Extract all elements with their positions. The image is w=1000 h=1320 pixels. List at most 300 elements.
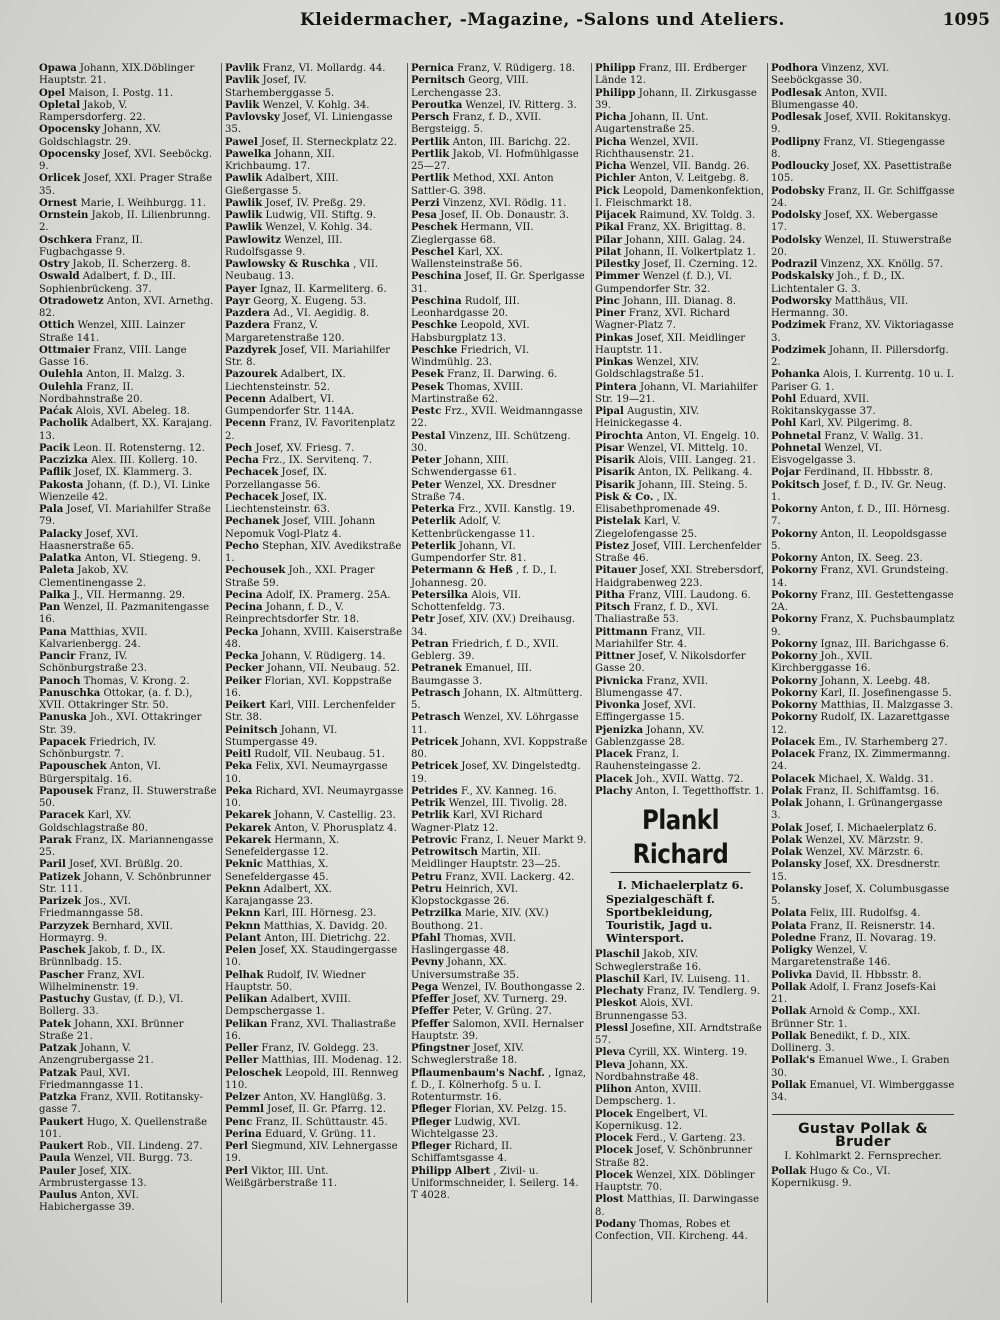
entry-name: Pana: [39, 626, 67, 638]
entry-address: Joh., XVII. Kirchberggasse 16.: [771, 651, 873, 675]
entry-name: Podlesak: [771, 112, 822, 123]
directory-entry: [595, 88, 764, 113]
entry-name: Petrovic: [411, 834, 458, 846]
directory-entry: [771, 504, 955, 529]
directory-entry: [39, 786, 217, 811]
entry-address: Eduard, XVII. Rokitanskygasse 37.: [771, 393, 876, 417]
directory-entry: [771, 908, 955, 920]
entry-address: Alois, VIII. Langeg. 21.: [638, 455, 756, 466]
entry-name: Polak: [771, 847, 803, 858]
directory-entry: [771, 345, 955, 370]
entry-address: Anton, XVII. Blumengasse 40.: [771, 87, 888, 111]
directory-entry: [595, 382, 764, 407]
advertisement-plankl: [598, 804, 763, 945]
directory-entry: [225, 222, 404, 234]
directory-entry: [225, 627, 404, 652]
entry-name: Plost: [595, 1194, 624, 1206]
entry-address: Raimund, XV. Toldg. 3.: [639, 210, 756, 221]
entry-address: Josef, VIII. Johann Nepomuk Vogl-Platz 4.: [225, 516, 376, 540]
entry-address: Ferdinand, II. Hbbsstr. 8.: [803, 467, 933, 479]
entry-address: Thomas, XVIII. Martinstraße 62.: [411, 381, 524, 405]
entry-address: Heinrich, XVI. Klopstockgasse 26.: [411, 883, 519, 907]
entry-name: Patzka: [39, 1092, 77, 1103]
entry-address: Rudolf, IX. Lazarettgasse 12.: [771, 712, 950, 736]
directory-entry: [771, 529, 955, 554]
directory-entry: [39, 590, 217, 602]
directory-entry: [39, 1166, 217, 1191]
entry-address: Emanuel Wwe., I. Graben 30.: [771, 1055, 950, 1079]
directory-entry: [771, 1055, 955, 1080]
entry-address: Viktor, III. Unt. Weißgärberstraße 11.: [225, 1165, 338, 1189]
entry-address: Franz, III. Erdberger Lände 12.: [595, 63, 747, 87]
entry-address: Johann, II. Pillersdorfg. 2.: [771, 344, 949, 368]
entry-address: Josef, XVI. Effingergasse 15.: [595, 700, 696, 724]
entry-address: Franz, II. Gr. Schiffgasse 24.: [771, 185, 955, 209]
entry-address: Johann, XV. Goldschlagstr. 29.: [39, 124, 162, 148]
entry-name: Peter: [411, 479, 442, 491]
entry-address: Alois, I. Kurrentg. 10 u. I. Pariser G. 1.: [771, 369, 954, 393]
entry-name: Pohnetal: [771, 430, 822, 442]
entry-name: Pilar: [595, 234, 623, 246]
entry-name: Poligky: [771, 945, 813, 956]
entry-address: Franz, II. Stuwerstraße 50.: [39, 785, 217, 809]
entry-address: Johann, III. Steing. 5.: [638, 479, 748, 491]
entry-address: Frz., IX. Servitenq. 7.: [261, 455, 373, 466]
entry-name: Petrasch: [411, 712, 461, 724]
directory-entry: [411, 112, 588, 137]
entry-address: Josef, II. Gr. Pfarrg. 12.: [267, 1104, 386, 1116]
entry-address: Friedrich, f. D., XVII. Geblerg. 39.: [411, 638, 559, 662]
entry-name: Polivka: [771, 969, 813, 981]
directory-entry: [39, 627, 217, 652]
entry-name: Peter: [411, 455, 442, 466]
directory-entry: [771, 259, 955, 271]
entry-address: Wenzel, XIII. Lainzer Straße 141.: [39, 320, 185, 344]
entry-name: Papacek: [39, 736, 87, 748]
directory-entry: [225, 455, 404, 467]
entry-name: Pittmann: [595, 626, 648, 638]
entry-name: Pazourek: [225, 369, 278, 381]
entry-name: Picha: [595, 112, 627, 123]
entry-name: Pfingstner: [411, 1043, 470, 1054]
directory-entry: [39, 712, 217, 737]
directory-entry: [595, 590, 764, 602]
entry-name: Paczizka: [39, 455, 88, 466]
entry-address: Johann, II. Volkertplatz 1.: [624, 246, 756, 258]
entry-name: Pecha: [225, 455, 259, 466]
entry-name: Plihon: [595, 1084, 632, 1095]
entry-name: Placek: [595, 749, 633, 760]
directory-entry: [595, 1023, 764, 1048]
directory-entry: [411, 712, 588, 737]
directory-entry: [411, 271, 588, 296]
entry-address: Karl, VIII. Lerchenfelder Str. 38.: [225, 700, 396, 724]
entry-name: Pollak's: [771, 1055, 816, 1067]
directory-entry: [771, 847, 955, 859]
ad-address: I. Kohlmarkt 2. Fernsprecher.: [784, 1149, 942, 1162]
directory-entry: [595, 235, 764, 247]
entry-name: Polak: [771, 785, 803, 797]
directory-entry: [771, 1006, 955, 1031]
entry-address: Karl, III. Hörnesg. 23.: [263, 908, 377, 920]
entry-address: Karl, V. Ziegelofengasse 25.: [595, 516, 698, 540]
entry-name: Pfeffer: [411, 1018, 450, 1030]
entry-address: Josef, X. Columbusgasse 5.: [771, 883, 950, 907]
directory-entry: [771, 235, 955, 260]
directory-entry: [411, 884, 588, 909]
entry-name: Petersilka: [411, 589, 469, 601]
entry-address: Ferd., V. Garteng. 23.: [635, 1133, 746, 1144]
entry-name: Paula: [39, 1153, 71, 1165]
entry-name: Penc: [225, 1116, 253, 1128]
entry-address: Arnold & Comp., XXI. Brünner Str. 1.: [771, 1006, 921, 1030]
entry-name: Pilat: [595, 246, 622, 258]
entry-address: Anton, VI. Bürgerspitalg. 16.: [39, 761, 162, 785]
directory-entry: [411, 369, 588, 381]
entry-name: Pitsch: [595, 602, 631, 613]
entry-name: Pisar: [595, 442, 624, 454]
entry-name: Pfeffer: [411, 994, 450, 1005]
directory-entry: [771, 443, 955, 468]
directory-entry: [595, 467, 764, 479]
entry-name: Patzak: [39, 1043, 77, 1054]
directory-entry: [595, 1084, 764, 1109]
column-1: [36, 63, 220, 1303]
directory-entry: [225, 516, 404, 541]
entry-address: Franz, XVI. Richard Wagner-Platz 7.: [595, 308, 730, 332]
directory-entry: [595, 651, 764, 676]
entry-address: Franz, II. Schüttaustr. 45.: [255, 1116, 388, 1128]
directory-entry: [771, 798, 955, 823]
entry-name: Plechaty: [595, 986, 644, 997]
entry-address: Franz, XVII. Lackerg. 42.: [445, 871, 575, 883]
entry-name: Pan: [39, 602, 61, 613]
entry-name: Pisarik: [595, 479, 635, 491]
entry-address: Anton, I. Tegetthoffstr. 1.: [635, 785, 765, 797]
entry-name: Panuska: [39, 712, 87, 724]
entry-address: Johann, XX. Nordbahnstraße 48.: [595, 1059, 699, 1083]
directory-entry: [225, 884, 404, 909]
entry-name: Pauler: [39, 1165, 76, 1177]
entry-address: Vinzenz, XVI. Seeböckgasse 30.: [771, 63, 890, 87]
entry-address: Alois, XVI. Brunnengasse 53.: [595, 998, 694, 1022]
entry-name: Panoch: [39, 675, 81, 687]
directory-entry: [595, 173, 764, 185]
directory-entry: [771, 786, 955, 798]
directory-entry: [411, 100, 588, 112]
entry-address: Karl, II. Josefinengasse 5.: [820, 687, 952, 699]
entry-address: Josef, II. Ob. Donaustr. 3.: [440, 210, 569, 221]
entry-name: Pinkas: [595, 332, 633, 344]
entry-address: Wenzel, XV. Löhrgasse 11.: [411, 712, 579, 736]
directory-entry: [39, 688, 217, 713]
entry-address: Franz, I. Neuer Markt 9.: [460, 834, 587, 846]
directory-entry: [225, 173, 404, 198]
directory-entry: [411, 247, 588, 272]
entry-address: Alois, VII. Schottenfeldg. 73.: [411, 589, 522, 613]
entry-name: Pohanka: [771, 369, 820, 381]
entry-name: Pakosta: [39, 479, 84, 491]
entry-name: Pernica: [411, 63, 454, 74]
entry-name: Pokorny: [771, 712, 818, 724]
entry-name: Ottich: [39, 320, 75, 332]
page-number: 1095: [942, 10, 990, 30]
entry-name: Pekarek: [225, 810, 272, 822]
entry-address: Felix, XVI. Neumayrgasse 10.: [225, 761, 388, 785]
directory-entry: [411, 847, 588, 872]
running-head: Kleidermacher, -Magazine, -Salons und Ateliers.: [300, 10, 785, 30]
directory-entry: [771, 688, 955, 700]
entry-name: Pekarek: [225, 822, 272, 834]
directory-entry: [771, 565, 955, 590]
directory-entry: [771, 296, 955, 321]
directory-entry: [225, 1166, 404, 1191]
entry-name: Pleva: [595, 1059, 626, 1071]
entry-address: Georg, X. Eugeng. 53.: [253, 295, 367, 307]
directory-entry: [771, 210, 955, 235]
entry-name: Pechacek: [225, 467, 279, 479]
entry-address: Josef, XVI. Brüßlg. 20.: [69, 859, 183, 871]
directory-entry: [39, 198, 217, 210]
directory-entry: [411, 872, 588, 884]
directory-entry: [595, 247, 764, 259]
entry-name: Pechanek: [225, 516, 280, 528]
directory-entry: [595, 1170, 764, 1195]
directory-entry: [771, 1080, 955, 1105]
directory-entry: [595, 1060, 764, 1085]
entry-address: Adolf, V. Kettenbrückengasse 11.: [411, 516, 535, 540]
directory-entry: [39, 1117, 217, 1142]
entry-name: Pesek: [411, 369, 444, 381]
entry-address: Karl, XV. Pilgerimg. 8.: [799, 418, 913, 430]
entry-address: Adalbert, XX. Karajangasse 23.: [225, 883, 332, 907]
directory-entry: [225, 137, 404, 149]
entry-address: Adalbert, XIII. Gießergasse 5.: [225, 173, 339, 197]
entry-name: Philipp: [595, 63, 636, 74]
entry-name: Picha: [595, 161, 627, 172]
entry-name: Pipal: [595, 406, 624, 417]
directory-entry: [225, 945, 404, 970]
directory-entry: [771, 271, 955, 296]
entry-address: Anton, XVIII. Dempscherg. 1.: [595, 1084, 702, 1108]
directory-entry: [39, 859, 217, 871]
entry-name: Papouschek: [39, 761, 107, 773]
entry-address: Franz, X. Puchsbaumplatz 9.: [771, 614, 955, 638]
directory-entry: [39, 1019, 217, 1044]
entry-name: Petran: [411, 638, 449, 650]
entry-name: Peknn: [225, 920, 261, 932]
entry-address: Hermann, X. Senefeldergasse 12.: [225, 834, 340, 858]
entry-name: Piner: [595, 308, 626, 319]
directory-entry: [39, 835, 217, 860]
entry-name: Podrazil: [771, 259, 818, 270]
entry-address: Marie, XIV. (XV.) Bouthong. 21.: [411, 908, 549, 932]
entry-address: Leopold, Damenkonfektion, I. Fleischmarkt 18.: [595, 185, 764, 209]
directory-entry: [411, 198, 588, 210]
entry-name: Peinitsch: [225, 724, 278, 736]
entry-address: , f. D., I. Johannesg. 20.: [411, 565, 557, 589]
entry-name: Peschina: [411, 295, 462, 307]
entry-address: Franz, II. Novarag. 19.: [819, 932, 937, 944]
entry-name: Pecka: [225, 651, 259, 662]
directory-entry: [771, 112, 955, 137]
directory-entry: [225, 663, 404, 675]
entry-name: Polata: [771, 920, 807, 932]
entry-name: Petru: [411, 871, 443, 883]
entry-name: Pistelak: [595, 516, 641, 528]
directory-entry: [595, 112, 764, 137]
directory-entry: [595, 974, 764, 986]
entry-address: Franz, II. Darwing. 6.: [447, 369, 558, 381]
entry-name: Pawlik: [225, 173, 263, 185]
directory-entry: [771, 933, 955, 945]
entry-address: Richard, II. Schiffamtsgasse 4.: [411, 1141, 513, 1165]
entry-name: Plocek: [595, 1108, 633, 1120]
directory-entry: [39, 345, 217, 370]
directory-entry: [39, 651, 217, 676]
entry-name: Plocek: [595, 1133, 633, 1144]
entry-name: Pascher: [39, 969, 84, 981]
entry-address: Wenzel, VII. Burgg. 73.: [73, 1153, 193, 1165]
directory-entry: [595, 210, 764, 222]
entry-address: Wenzel, XVII. Richthausenstr. 21.: [595, 136, 699, 160]
ad-title: Plankl Richard: [610, 804, 750, 873]
entry-address: Franz, IV. Tendlerg. 9.: [646, 986, 761, 997]
entry-address: Karl, IV. Luiseng. 11.: [643, 973, 751, 985]
entry-address: Rudolf, III. Leonhardgasse 20.: [411, 295, 520, 319]
entry-name: Podzimek: [771, 320, 826, 332]
directory-entry: [39, 235, 217, 260]
entry-name: Podlipny: [771, 136, 821, 148]
entry-address: Augustin, XIV. Heinickegasse 4.: [595, 406, 700, 430]
entry-address: Anton, f. D., III. Hörnesg. 7.: [771, 504, 950, 528]
entry-address: Vinzenz, III. Schützeng. 30.: [411, 430, 571, 454]
directory-entry: [39, 565, 217, 590]
entry-address: Franz, XVI. Wilhelminenstr. 19.: [39, 969, 145, 993]
entry-address: F., XV. Kanneg. 16.: [460, 785, 557, 797]
entry-name: Pekarek: [225, 834, 272, 846]
directory-entry: [411, 639, 588, 664]
directory-entry: [39, 810, 217, 835]
directory-entry: [771, 676, 955, 688]
entry-name: Pfleger: [411, 1141, 452, 1152]
entry-address: Matthias, XVII. Kalvarienbergg. 24.: [39, 626, 148, 650]
directory-entry: [771, 553, 955, 565]
entry-name: Pesa: [411, 210, 437, 221]
entry-address: Bernhard, XVII. Hormayrg. 9.: [39, 920, 173, 944]
directory-entry: [39, 149, 217, 174]
entry-address: Josef, V. Schönbrunner Straße 82.: [595, 1145, 753, 1169]
directory-entry: [411, 173, 588, 198]
directory-entry: [411, 982, 588, 994]
entry-name: Podzimek: [771, 344, 826, 356]
directory-entry: [39, 504, 217, 529]
directory-entry: [771, 186, 955, 211]
entry-name: Plachy: [595, 785, 633, 797]
entry-address: Anton, XVI. Arnethg. 82.: [39, 295, 214, 319]
directory-entry: [411, 798, 588, 810]
entry-address: Rob., VII. Lindeng. 27.: [86, 1141, 203, 1152]
entry-name: Paulus: [39, 1190, 78, 1201]
directory-entry: [771, 639, 955, 651]
entry-address: Franz, III. Gestettengasse 2A.: [771, 589, 954, 613]
directory-entry: [411, 1104, 588, 1116]
directory-entry: [411, 320, 588, 345]
directory-entry: [39, 418, 217, 443]
directory-entry: [595, 161, 764, 173]
entry-name: Ottmaier: [39, 344, 90, 356]
directory-entry: [225, 492, 404, 517]
entry-address: Josef, II. Sterneckplatz 22.: [261, 136, 397, 148]
directory-entry: [225, 676, 404, 701]
directory-entry: [225, 443, 404, 455]
directory-entry: [39, 271, 217, 296]
entry-name: Paukert: [39, 1141, 84, 1152]
directory-entry: [411, 1141, 588, 1166]
entry-address: Franz, VIII. Lange Gasse 16.: [39, 344, 187, 368]
entry-name: Peschel: [411, 246, 455, 258]
entry-address: Anton, V. Phorusplatz 4.: [274, 822, 397, 834]
entry-address: David, II. Hbbsstr. 8.: [815, 969, 922, 981]
entry-address: Anton, IX. Seeg. 23.: [820, 553, 923, 564]
directory-entry: [595, 1133, 764, 1145]
directory-entry: [411, 908, 588, 933]
directory-entry: [225, 994, 404, 1019]
directory-entry: [39, 761, 217, 786]
entry-address: Josef, XX. Pasettistraße 105.: [771, 161, 952, 185]
entry-address: Josef, XVII. Rokitanskyg. 9.: [771, 112, 952, 136]
entry-address: Matthias, III. Modenag. 12.: [261, 1055, 402, 1067]
entry-address: Benedikt, f. D., XIX. Dollinerg. 3.: [771, 1030, 911, 1054]
entry-address: , VII. Neubaug. 13.: [225, 259, 379, 283]
entry-address: Franz, VI. Mollardg. 44.: [262, 63, 386, 74]
entry-address: Marie, I. Weihburgg. 11.: [80, 197, 207, 209]
entry-address: Matthias, II. Darwingasse 8.: [595, 1194, 760, 1218]
entry-address: Johann, XIII. Schwendergasse 61.: [411, 455, 517, 479]
entry-name: Parak: [39, 834, 72, 846]
directory-entry: [39, 921, 217, 946]
directory-entry: [595, 455, 764, 467]
directory-entry: [39, 1043, 217, 1068]
entry-address: Wenzel, II. Stuwerstraße 20.: [771, 234, 952, 258]
entry-address: Wenzel, V. Kohlg. 34.: [265, 222, 373, 234]
directory-entry: [595, 357, 764, 382]
entry-address: Vinzenz, XX. Knöllg. 57.: [820, 259, 944, 270]
entry-name: Palacky: [39, 528, 83, 540]
entry-name: Polak: [771, 798, 803, 809]
directory-entry: [225, 112, 404, 137]
entry-name: Oulehla: [39, 369, 84, 381]
entry-name: Pilestky: [595, 259, 640, 270]
directory-entry: [39, 737, 217, 762]
entry-name: Petru: [411, 883, 443, 895]
entry-name: Pechousek: [225, 565, 286, 577]
entry-name: Persch: [411, 112, 450, 123]
entry-address: Franz, I. Rauhensteingasse 2.: [595, 749, 701, 773]
entry-name: Polansky: [771, 883, 822, 895]
entry-address: Josef, f. D., IV. Gr. Neug. 1.: [771, 479, 947, 503]
entry-address: Peter, V. Grüng. 27.: [452, 1006, 552, 1018]
entry-address: Em., IV. Starhemberg 27.: [818, 736, 948, 748]
directory-entry: [39, 970, 217, 995]
entry-name: Pokorny: [771, 589, 818, 601]
entry-name: Polansky: [771, 859, 822, 871]
entry-name: Pfeffer: [411, 1006, 450, 1018]
entry-name: Podolsky: [771, 210, 822, 221]
entry-address: Joh., XVII. Wattg. 72.: [635, 773, 744, 785]
entry-address: Anton, V. Leitgebg. 8.: [638, 173, 749, 185]
entry-address: Jakob, V. Rampersdorferg. 22.: [39, 99, 146, 123]
